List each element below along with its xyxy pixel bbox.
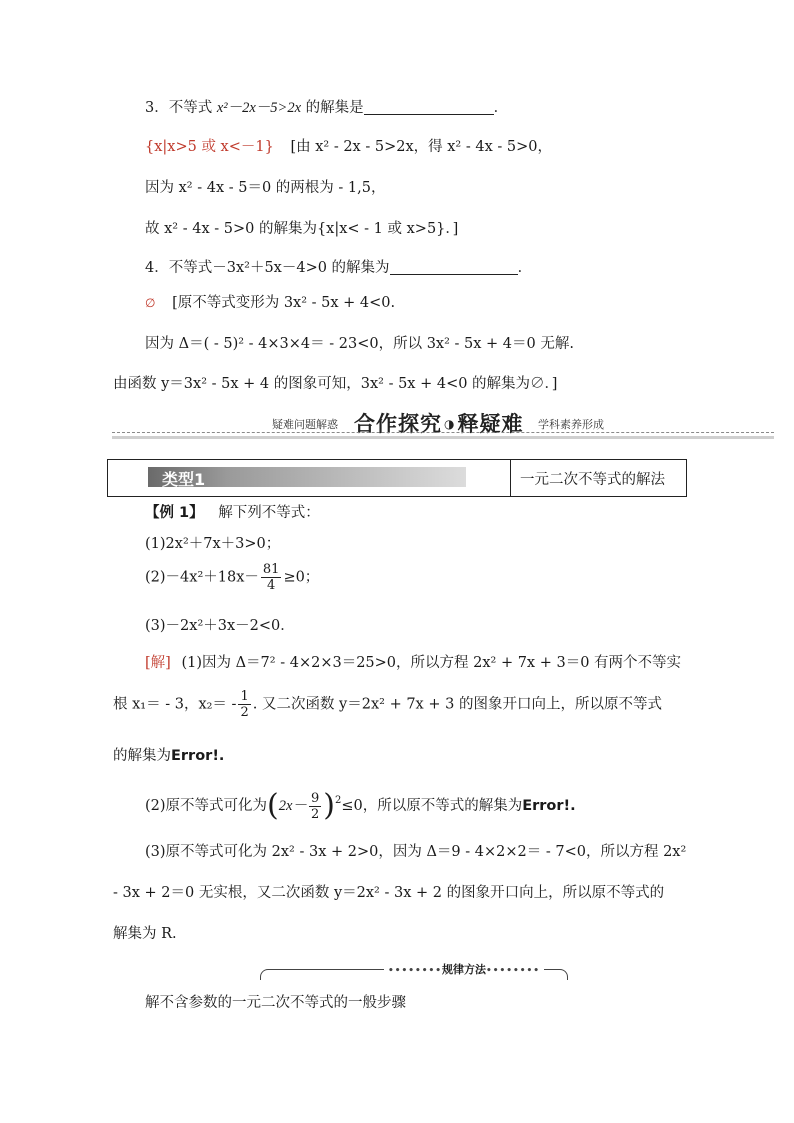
left-paren: ( (267, 788, 279, 823)
q3-blank (364, 100, 494, 115)
q3-solution-line3: 故 x² - 4x - 5>0 的解集为{x|x< - 1 或 x>5}．] (145, 221, 459, 237)
q3-period: ． (493, 100, 509, 116)
example-item-2-tail: ≥0； (283, 569, 320, 586)
right-paren: ) (323, 788, 335, 823)
q4-stem (145, 256, 532, 277)
method-banner (260, 963, 568, 979)
method-text: 解不含参数的一元二次不等式的一般步骤 (145, 995, 406, 1011)
solution-tag: [解] (145, 655, 171, 671)
fraction-denominator: 2 (240, 705, 249, 720)
section-left-caption: 疑难问题解惑 (272, 418, 338, 431)
q3-solution-text1: [由 x² - 2x - 5>2x，得 x² - 4x - 5>0， (290, 139, 552, 155)
solution-line-2 (113, 689, 662, 720)
solution-p2-expr: 2x－ (278, 798, 307, 814)
type-tag-bar (148, 467, 466, 487)
q4-solution-line1 (145, 291, 395, 312)
q3-suffix: 的解集是 (301, 100, 364, 116)
q3-expression: x²－2x－5>2x (216, 100, 302, 116)
type-box (107, 459, 687, 497)
solution-p1-line1: (1)因为 Δ＝7² - 4×2×3＝25>0，所以方程 2x² + 7x + 3＝0 有两个不等实 (181, 655, 682, 671)
fraction-denominator: 2 (310, 806, 320, 822)
fraction-numerator: 1 (240, 689, 249, 704)
fraction-numerator: 9 (310, 790, 320, 806)
method-label: 规律方法 (442, 963, 487, 976)
example-header (145, 501, 320, 522)
solution-p2-text: (2)原不等式可化为 (145, 798, 268, 814)
arrow-icon: ◑ (444, 417, 456, 431)
solution-line-7: 解集为 R. (113, 926, 177, 942)
example-prompt: 解下列不等式： (218, 505, 320, 521)
q4-answer: ∅ (145, 296, 156, 310)
solution-line-6: - 3x + 2＝0 无实根，又二次函数 y＝2x² - 3x + 2 的图象开口向上，所以原不等式的 (113, 885, 665, 901)
q4-solution-line2: 因为 Δ＝( - 5)² - 4×3×4＝ - 23<0，所以 3x² - 5x + 4＝0 无解. (145, 336, 574, 352)
solution-p2-tail: ≤0，所以原不等式的解集为 (341, 798, 523, 814)
q4-solution-line3: 由函数 y＝3x² - 5x + 4 的图象可知，3x² - 5x + 4<0 的解集为∅．] (113, 376, 558, 392)
type-topic: 一元二次不等式的解法 (520, 472, 665, 488)
example-item-2 (145, 562, 319, 593)
q3-answer: {x|x>5 或 x<－1} (145, 139, 274, 155)
fraction-numerator: 81 (262, 562, 280, 577)
example-item-3: (3)－2x²＋3x－2<0． (145, 618, 295, 634)
q3-solution-line2: 因为 x² - 4x - 5＝0 的两根为 - 1,5， (145, 180, 386, 196)
solution-p1-error: Error!. (171, 748, 225, 764)
fraction-denominator: 4 (267, 578, 276, 593)
q3-stem (145, 96, 508, 117)
solution-p2-error: Error!. (522, 798, 576, 814)
solution-p1-roots: 根 x₁＝ - 3，x₂＝ - (113, 696, 237, 713)
section-right-caption: 学科素养形成 (538, 418, 604, 431)
solution-line-5: (3)原不等式可化为 2x² - 3x + 2>0，因为 Δ＝9 - 4×2×2＝ - 7<0，所以方程 2x² (145, 844, 687, 860)
q3-solution-line1 (145, 135, 552, 156)
solution-p1-fraction (238, 689, 250, 720)
example-item-1: (1)2x²＋7x＋3>0； (145, 536, 281, 552)
example-item-2-fraction (261, 562, 282, 593)
solution-p1-result-label: 的解集为 (113, 748, 171, 764)
q4-solution-text1: [原不等式变形为 3x² - 5x + 4<0. (172, 295, 396, 311)
q4-blank (390, 260, 518, 275)
solution-line-4: (2)原不等式可化为(2x－ $\frac{9}{2}$ )$^2$≤0，所以原不等式的解集为Error!. (145, 788, 576, 823)
section-banner (112, 410, 774, 438)
section-divider-dashed (112, 432, 774, 435)
example-item-2-text: (2)－4x²＋18x－ (145, 569, 259, 586)
solution-p1-tail: . 又二次函数 y＝2x² + 7x + 3 的图象开口向上，所以原不等式 (252, 696, 662, 713)
type-tag: 类型1 (162, 470, 206, 489)
section-divider-band (112, 436, 774, 439)
solution-line-3 (113, 744, 224, 765)
section-title-part2: 释疑难 (457, 412, 524, 436)
q4-period: ． (517, 260, 533, 276)
solution-line-1 (145, 651, 681, 672)
q4-prefix: 4．不等式－3x²＋5x－4>0 的解集为 (145, 260, 390, 276)
section-title-part1: 合作探究 (354, 412, 442, 436)
q3-prefix: 3．不等式 (145, 100, 217, 116)
method-label-wrap: ••••••••规律方法•••••••• (384, 961, 544, 977)
example-label: 【例 1】 (145, 505, 204, 521)
type-box-divider (510, 460, 511, 496)
solution-p2-fraction (309, 791, 321, 822)
